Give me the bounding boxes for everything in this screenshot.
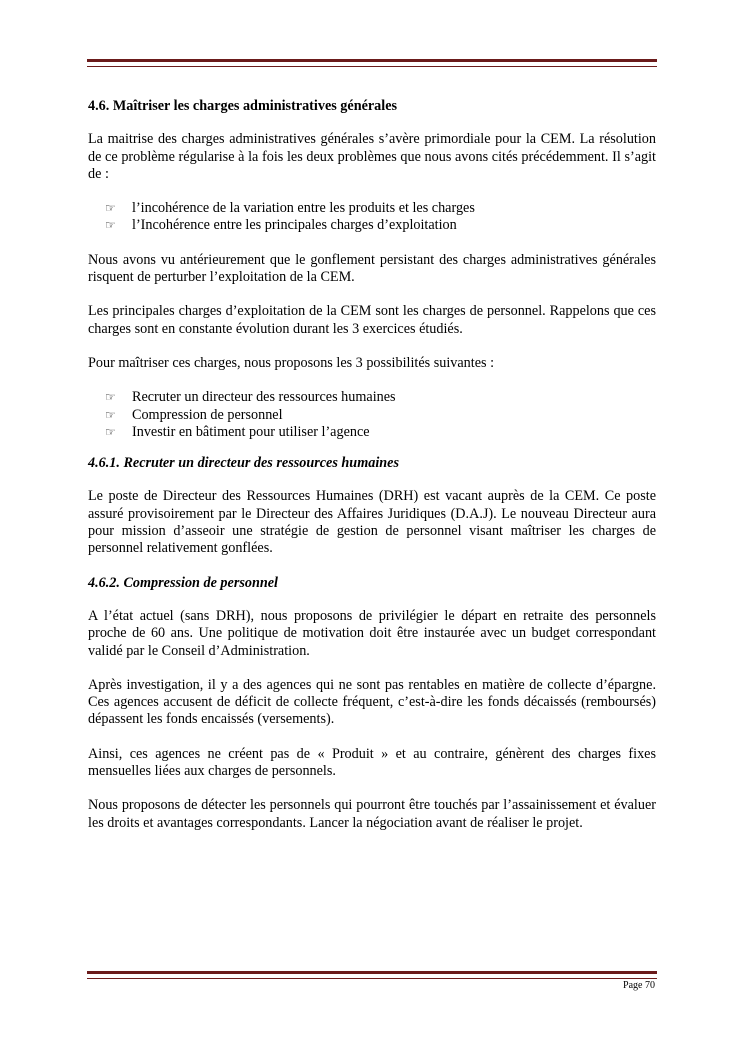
options-list <box>88 389 656 441</box>
header-rule <box>87 59 657 67</box>
paragraph: Le poste de Directeur des Ressources Humaines (DRH) est vacant auprès de la CEM. Ce poste assuré provisoirement par le Directeur des Affaires Juridiques (D.A.J). Le nouveau Directeur aura pour mission d’asseoir une stratégie de gestion de personnel visant maîtriser les charges de personnel relativement gonflées. <box>88 488 656 557</box>
list-item-text: l’incohérence de la variation entre les produits et les charges <box>132 200 475 217</box>
paragraph: Nous proposons de détecter les personnels qui pourront être touchés par l’assainissement et évaluer les droits et avantages correspondants. Lancer la négociation avant de réaliser le projet. <box>88 797 656 831</box>
problem-list <box>88 200 656 235</box>
list-item-text: l’Incohérence entre les principales charges d’exploitation <box>132 217 457 234</box>
list-item <box>105 200 656 217</box>
paragraph: Les principales charges d’exploitation de la CEM sont les charges de personnel. Rappelons que ces charges sont en constante évolution durant les 3 exercices étudiés. <box>88 303 656 337</box>
pointing-hand-icon: ☞ <box>105 424 116 439</box>
list-item <box>105 407 656 424</box>
subsection-heading: 4.6.1. Recruter un directeur des ressources humaines <box>88 455 399 472</box>
pointing-hand-icon: ☞ <box>105 218 116 233</box>
pointing-hand-icon: ☞ <box>105 407 116 422</box>
pointing-hand-icon: ☞ <box>105 201 116 216</box>
section-intro: La maitrise des charges administratives générales s’avère primordiale pour la CEM. La résolution de ce problème régularise à la fois les deux problèmes que nous avons cités précédemment. Il s’agit de : <box>88 131 656 182</box>
list-item-text: Compression de personnel <box>132 406 283 423</box>
list-item-text: Recruter un directeur des ressources humaines <box>132 389 396 406</box>
list-item <box>105 424 656 441</box>
paragraph: Pour maîtriser ces charges, nous proposons les 3 possibilités suivantes : <box>88 354 495 371</box>
paragraph: A l’état actuel (sans DRH), nous proposons de privilégier le départ en retraite des personnels proche de 60 ans. Une politique de motivation doit être instaurée avec un budget correspondant validé par le Conseil d’Administration. <box>88 607 656 659</box>
paragraph: Nous avons vu antérieurement que le gonflement persistant des charges administratives générales risquent de perturber l’exploitation de la CEM. <box>88 251 656 286</box>
list-item <box>105 389 656 406</box>
pointing-hand-icon: ☞ <box>105 390 116 405</box>
footer-rule <box>87 971 657 979</box>
paragraph: Après investigation, il y a des agences qui ne sont pas rentables en matière de collecte d’épargne. Ces agences accusent de déficit de collecte fréquent, c’est-à-dire les fonds décaissés (remboursés) dépassent les fonds encaissés (versements). <box>88 676 656 728</box>
list-item <box>105 217 656 234</box>
section-heading: 4.6. Maîtriser les charges administratives générales <box>88 98 398 114</box>
list-item-text: Investir en bâtiment pour utiliser l’agence <box>132 423 370 440</box>
page-content <box>88 98 656 849</box>
page-number: Page 70 <box>623 980 655 991</box>
paragraph: Ainsi, ces agences ne créent pas de « Produit » et au contraire, génèrent des charges fixes mensuelles liées aux charges de personnels. <box>88 745 656 780</box>
subsection-heading: 4.6.2. Compression de personnel <box>88 574 278 591</box>
